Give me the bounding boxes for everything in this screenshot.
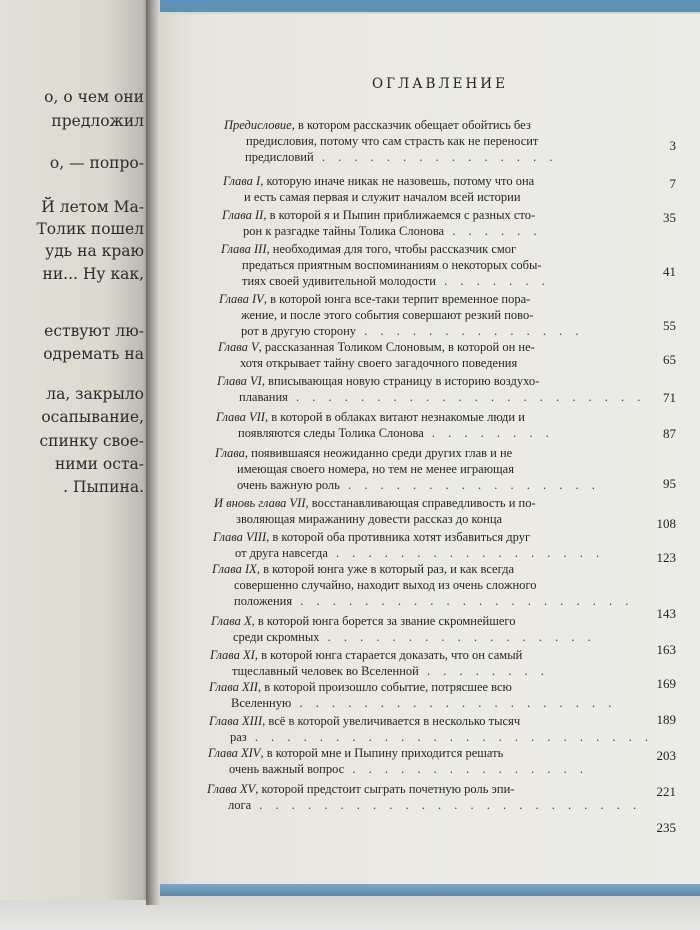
toc-line	[246, 134, 538, 149]
entry-text: , в которой в облаках витают незнакомые люди и	[264, 410, 525, 424]
entry-text: рон к разгадке тайны Толика Слонова	[243, 224, 445, 238]
page-number: 41	[663, 264, 676, 279]
chapter-label: Предисловие	[224, 118, 292, 132]
toc-line	[228, 798, 641, 813]
toc-line	[242, 274, 550, 289]
toc-line	[231, 696, 616, 711]
toc-line	[234, 578, 536, 593]
chapter-label: Глава VIII	[213, 530, 267, 544]
left-page-line: предложил	[51, 112, 144, 130]
chapter-label: Глава XI	[210, 648, 255, 662]
page-number: 7	[669, 176, 676, 191]
entry-text: предисловий	[245, 150, 314, 164]
left-page-line: осапывание,	[41, 408, 144, 426]
entry-text: , в которой я и Пыпин приближаемся с разных сто-	[263, 208, 536, 222]
page-number: 55	[663, 318, 676, 333]
entry-text: и есть самая первая и служит началом всей истории	[244, 190, 521, 204]
toc-line	[242, 258, 542, 273]
leader-dots: . . . . . . . .	[423, 426, 554, 440]
entry-text: предаться приятным воспоминаниям о некоторых собы-	[242, 258, 542, 272]
entry-text: очень важный вопрос	[229, 762, 345, 776]
toc-line	[235, 546, 604, 561]
toc-line	[236, 512, 502, 527]
chapter-label: Глава XIV	[208, 746, 261, 760]
chapter-label: Глава I	[223, 174, 261, 188]
toc-line	[234, 594, 633, 609]
entry-text: , появившаяся неожиданно среди других глав и не	[244, 446, 513, 460]
left-page-line: Й летом Ма-	[41, 198, 144, 216]
page-number: 87	[663, 426, 676, 441]
entry-text: , в которой произошло событие, потрясшее всю	[257, 680, 512, 694]
toc-line	[230, 730, 653, 745]
entry-text: , в которой юнга уже в который раз, и как всегда	[256, 562, 515, 576]
entry-text: , вписывающая новую страницу в историю воздухо-	[261, 374, 540, 388]
chapter-label: Глава VII	[216, 410, 265, 424]
entry-text: среди скромных	[233, 630, 320, 644]
entry-text: от друга навсегда	[235, 546, 328, 560]
toc-line	[229, 762, 588, 777]
page-number: 71	[663, 390, 676, 405]
entry-text: , в которой оба противника хотят избавиться друг	[266, 530, 531, 544]
leader-dots: . . . . . .	[444, 224, 542, 238]
page-number: 189	[656, 712, 676, 727]
entry-text: тиях своей удивительной молодости	[242, 274, 436, 288]
leader-dots: . . . . . . . . . . . . . . . . .	[327, 546, 605, 560]
toc-line	[219, 292, 530, 307]
entry-text: , необходимая для того, чтобы рассказчик смог	[266, 242, 517, 256]
toc-line	[207, 782, 514, 797]
toc-line	[209, 714, 520, 729]
entry-text: , восстанавливающая справедливость и по-	[305, 496, 536, 510]
toc-line	[211, 614, 515, 629]
entry-text: лога	[228, 798, 252, 812]
entry-text: , в которой юнга старается доказать, что он самый	[254, 648, 523, 662]
toc-line	[244, 190, 521, 205]
leader-dots: . . . . . . . . . . . . . . . . . . . . . . . . .	[246, 730, 653, 744]
toc-line	[240, 356, 517, 371]
entry-text: зволяющая миражанину довести рассказ до конца	[236, 512, 503, 526]
page-number: 235	[656, 820, 676, 835]
entry-text: , в котором рассказчик обещает обойтись без	[291, 118, 531, 132]
leader-dots: . . . . . . . . . . . . . . .	[313, 150, 558, 164]
toc-line	[216, 410, 525, 425]
page-number: 203	[656, 748, 676, 763]
chapter-label: Глава X	[211, 614, 252, 628]
chapter-label: Глава II	[222, 208, 264, 222]
entry-text: очень важную роль	[237, 478, 340, 492]
toc-line	[243, 224, 542, 239]
toc-title: ОГЛАВЛЕНИЕ	[372, 76, 508, 92]
page-number: 65	[663, 352, 676, 367]
left-page-line: удь на краю	[45, 242, 144, 260]
entry-text: , которую иначе никак не назовешь, потому что она	[260, 174, 535, 188]
entry-text: жение, и после этого события совершают резкий пово-	[241, 308, 534, 322]
leader-dots: . . . . . . . . . . . . . . . . . . . . . .	[287, 390, 646, 404]
entry-text: имеющая своего номера, но тем не менее играющая	[237, 462, 514, 476]
chapter-label: Глава III	[221, 242, 267, 256]
left-page-line: о, о чем они	[44, 88, 144, 106]
entry-text: предисловия, потому что сам страсть как не переносит	[246, 134, 539, 148]
entry-text: , всё в которой увеличивается в несколько тысяч	[262, 714, 521, 728]
toc-line	[237, 462, 514, 477]
left-page-line: . Пыпина.	[63, 478, 144, 496]
entry-text: Вселенную	[231, 696, 292, 710]
toc-line	[208, 746, 503, 761]
page-number: 95	[663, 476, 676, 491]
toc-line	[221, 242, 516, 257]
chapter-label: Глава VI	[217, 374, 262, 388]
leader-dots: . . . . . . . . . . . . . . . . .	[319, 630, 596, 644]
toc-line	[209, 680, 512, 695]
chapter-label: Глава	[215, 446, 245, 460]
chapter-label: И вновь глава VII	[214, 496, 306, 510]
toc-line	[233, 630, 596, 645]
toc-line	[210, 648, 522, 663]
entry-text: хотя открывает тайну своего загадочного поведения	[240, 356, 518, 370]
toc-line	[241, 308, 533, 323]
chapter-label: Глава IV	[219, 292, 264, 306]
left-page-line: о, — попро-	[49, 154, 144, 172]
toc-line	[217, 374, 539, 389]
page-number: 35	[663, 210, 676, 225]
left-page-line: ла, закрыло	[46, 385, 144, 403]
page-number: 163	[656, 642, 676, 657]
toc-line	[239, 390, 645, 405]
entry-text: появляются следы Толика Слонова	[238, 426, 424, 440]
left-page-line: ни... Ну как,	[42, 265, 144, 283]
toc-line	[232, 664, 549, 679]
leader-dots: . . . . . . . . . . . . . . .	[344, 762, 588, 776]
entry-text: тщеславный человек во Вселенной	[232, 664, 419, 678]
toc-line	[218, 340, 535, 355]
chapter-label: Глава XII	[209, 680, 258, 694]
leader-dots: . . . . . . . . . . . . . . . . . . . . . . . .	[251, 798, 642, 812]
chapter-label: Глава XV	[207, 782, 256, 796]
book-cover-top	[155, 0, 700, 12]
page-number: 108	[656, 516, 676, 531]
toc-line	[213, 530, 530, 545]
entry-text: раз	[230, 730, 247, 744]
left-page-line: ними оста-	[54, 455, 144, 473]
toc-line	[224, 118, 531, 133]
leader-dots: . . . . . . . . . . . . . .	[356, 324, 584, 338]
page-number: 169	[656, 676, 676, 691]
toc-line	[237, 478, 600, 493]
toc-line	[241, 324, 584, 339]
entry-text: , рассказанная Толиком Слоновым, в которой он не-	[258, 340, 535, 354]
entry-text: , в которой мне и Пыпину приходится решать	[260, 746, 504, 760]
entry-text: плавания	[239, 390, 288, 404]
page-number: 3	[669, 138, 676, 153]
left-page-line: одремать на	[43, 345, 144, 363]
leader-dots: . . . . . . .	[435, 274, 550, 288]
entry-text: рот в другую сторону	[241, 324, 357, 338]
page-number: 221	[656, 784, 676, 799]
left-page-line: спинку свое-	[39, 432, 144, 450]
left-page	[0, 0, 150, 900]
chapter-label: Глава IX	[212, 562, 257, 576]
toc-line	[238, 426, 554, 441]
leader-dots: . . . . . . . . . . . . . . . .	[339, 478, 600, 492]
toc-line	[223, 174, 534, 189]
chapter-label: Глава V	[218, 340, 259, 354]
toc-line	[245, 150, 557, 165]
toc-line	[215, 446, 512, 461]
leader-dots: . . . . . . . . . . . . . . . . . . . . .	[292, 594, 634, 608]
chapter-label: Глава XIII	[209, 714, 263, 728]
page-number: 123	[656, 550, 676, 565]
entry-text: положения	[234, 594, 293, 608]
toc-line	[214, 496, 536, 511]
toc-line	[212, 562, 514, 577]
entry-text: совершенно случайно, находит выход из очень сложного	[234, 578, 537, 592]
entry-text: , которой предстоит сыграть почетную роль эпи-	[255, 782, 515, 796]
left-page-line: Толик пошел	[36, 220, 144, 238]
leader-dots: . . . . . . . .	[418, 664, 549, 678]
page-number: 143	[656, 606, 676, 621]
leader-dots: . . . . . . . . . . . . . . . . . . . .	[291, 696, 617, 710]
entry-text: , в которой юнга все-таки терпит временное пора-	[263, 292, 531, 306]
entry-text: , в которой юнга борется за звание скромнейшего	[251, 614, 516, 628]
left-page-line: ествуют лю-	[44, 322, 144, 340]
toc-line	[222, 208, 535, 223]
